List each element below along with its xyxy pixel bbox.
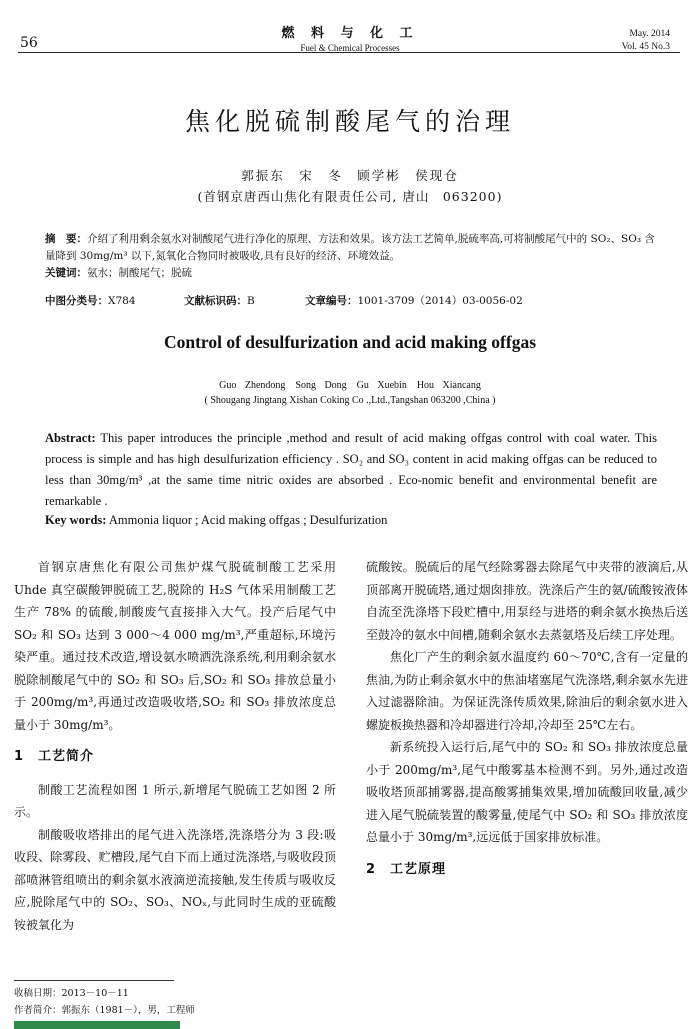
article-value: 1001-3709（2014）03-0056-02 xyxy=(357,295,523,307)
abstract-en-text: This paper introduces the principle ,method and result of acid making offgas control with coal water. This process is simple and has high desulfurization efficiency . SO₂ and SO₃ content in acid making offgas can be reduced to less than 30mg/m³ ,at the same time nitric oxides are absorbed . Eco-nomic benefit and environmental benefit are remarkable . xyxy=(45,431,657,508)
clc-code xyxy=(45,293,136,308)
section-heading-1 xyxy=(14,746,336,769)
keywords-cn-text: 氨水；制酸尾气；脱硫 xyxy=(87,267,192,279)
article-label: 文章编号： xyxy=(305,295,358,307)
section-title: 工艺原理 xyxy=(390,861,447,877)
abstract-cn xyxy=(45,231,660,282)
body-paragraph: 焦化厂产生的剩余氨水温度约 60～70℃,含有一定量的焦油,为防止剩余氨水中的焦油堵塞尾气洗涤塔,剩余氨水先进入过滤器除油。为保证洗涤传质效果,除油后的剩余氨水进入螺旋板换热器和冷却器进行冷却,冷却至 25℃左右。 xyxy=(366,650,688,732)
body-paragraph: 新系统投入运行后,尾气中的 SO₂ 和 SO₃ 排放浓度总量小于 200mg/m³,尾气中酸雾基本检测不到。另外,通过改造吸收塔顶部捕雾器,提高酸雾捕集效果,增加硫酸回收量,减少进入尾气脱硫装置的酸雾量,使尾气中 SO₂ 和 SO₃ 排放浓度总量小于 30mg/m³,远远低于国家排放标准。 xyxy=(366,740,688,844)
section-heading-2 xyxy=(366,859,688,882)
affiliation-cn: (首钢京唐西山焦化有限责任公司, 唐山 063200) xyxy=(197,189,503,204)
footnote-divider xyxy=(14,980,174,981)
article-number xyxy=(305,293,523,308)
page-number: 56 xyxy=(20,35,38,51)
authors-en: Guo Zhendong Song Dong Gu Xuebin Hou Xiancang xyxy=(219,380,481,391)
keywords-en-label: Key words: xyxy=(45,513,107,527)
clc-label: 中图分类号： xyxy=(45,295,108,307)
journal-name-cn: 燃 料 与 化 工 xyxy=(281,26,419,41)
clc-value: X784 xyxy=(108,295,136,307)
abstract-en-label: Abstract: xyxy=(45,431,96,445)
keywords-cn xyxy=(45,265,660,282)
body-paragraph: 硫酸铵。脱硫后的尾气经除雾器去除尾气中夹带的液滴后,从顶部离开脱硫塔,通过烟囱排放。洗涤后产生的氨/硫酸铵液体自流至洗涤塔下段贮槽中,用泵经与进塔的剩余氨水换热后送至鼓冷的氨水中间槽,随剩余氨水去蒸氨塔及后续工序处理。 xyxy=(366,560,688,642)
body-paragraph: 制酸吸收塔排出的尾气进入洗涤塔,洗涤塔分为 3 段:吸收段、除雾段、贮槽段,尾气自下而上通过洗涤塔,与吸收段顶部喷淋管组喷出的剩余氨水液滴逆流接触,发生传质与吸收反应,脱除尾气中的 SO₂、SO₃、NOₓ,与此同时生成的亚硫酸铵被氧化为 xyxy=(14,827,336,932)
footer-bar xyxy=(14,1021,180,1029)
body-paragraph: 制酸工艺流程如图 1 所示,新增尾气脱硫工艺如图 2 所示。 xyxy=(14,782,336,819)
section-number: 1 xyxy=(14,749,25,764)
section-number: 2 xyxy=(366,861,377,877)
journal-name-en: Fuel & Chemical Processes xyxy=(300,43,400,53)
keywords-cn-label: 关键词： xyxy=(45,267,87,279)
body-column-right xyxy=(366,556,688,891)
body-paragraph: 首钢京唐焦化有限公司焦炉煤气脱硫制酸工艺采用 Uhde 真空碳酸钾脱硫工艺,脱除的 H₂S 气体采用制酸工艺生产 78% 的硫酸,制酸废气直接排入大气。投产后尾气中 SO₂ 和 SO₃ 达到 3 000～4 000 mg/m³,严重超标,环境污染严重。通过技术改造,增设氨水喷洒洗涤系统,利用剩余氨水脱除制酸尾气中的 SO₂ 和 SO₃ 后,SO₂ 和 SO₃ 排放总量小于 200mg/m³,再通过改造吸收塔,SO₂ 和 SO₃ 排放浓度总量小于 30mg/m³。 xyxy=(14,560,336,732)
keywords-en-text: Ammonia liquor ; Acid making offgas ; Desulfurization xyxy=(108,513,388,527)
abstract-cn-text: 介绍了利用剩余氨水对制酸尾气进行净化的原理、方法和效果。该方法工艺简单,脱硫率高,可将制酸尾气中的 SO₂、SO₃ 含量降到 30mg/m³ 以下,氮氧化合物同时被吸收,具有良好的经济、环境效益。 xyxy=(45,233,655,262)
received-date: 收稿日期：2013－10－11 xyxy=(14,988,129,999)
abstract-cn-label: 摘 要： xyxy=(45,233,87,245)
issue-info xyxy=(622,28,670,54)
affiliation-en: ( Shougang Jingtang Xishan Coking Co .,Ltd.,Tangshan 063200 ,China ) xyxy=(204,395,496,406)
doc-value: B xyxy=(247,295,255,307)
issue-volume: Vol. 45 No.3 xyxy=(621,42,670,52)
section-title: 工艺简介 xyxy=(38,749,95,764)
journal-header xyxy=(0,22,700,53)
abstract-cn-para xyxy=(45,231,660,265)
paper-title-en: Control of desulfurization and acid making offgas xyxy=(163,332,537,352)
issue-date: May. 2014 xyxy=(629,29,670,39)
footnotes xyxy=(14,985,195,1019)
doc-label: 文献标识码： xyxy=(184,295,247,307)
doc-code xyxy=(184,293,255,308)
authors-cn: 郭振东 宋 冬 顾学彬 侯现仓 xyxy=(241,168,459,183)
abstract-en xyxy=(45,428,657,512)
keywords-en xyxy=(45,513,657,528)
paper-title-cn: 焦化脱硫制酸尾气的治理 xyxy=(184,107,515,136)
header-divider xyxy=(18,52,680,53)
body-column-left xyxy=(14,556,336,936)
author-bio: 作者简介：郭振东（1981－），男，工程师 xyxy=(14,1005,195,1016)
